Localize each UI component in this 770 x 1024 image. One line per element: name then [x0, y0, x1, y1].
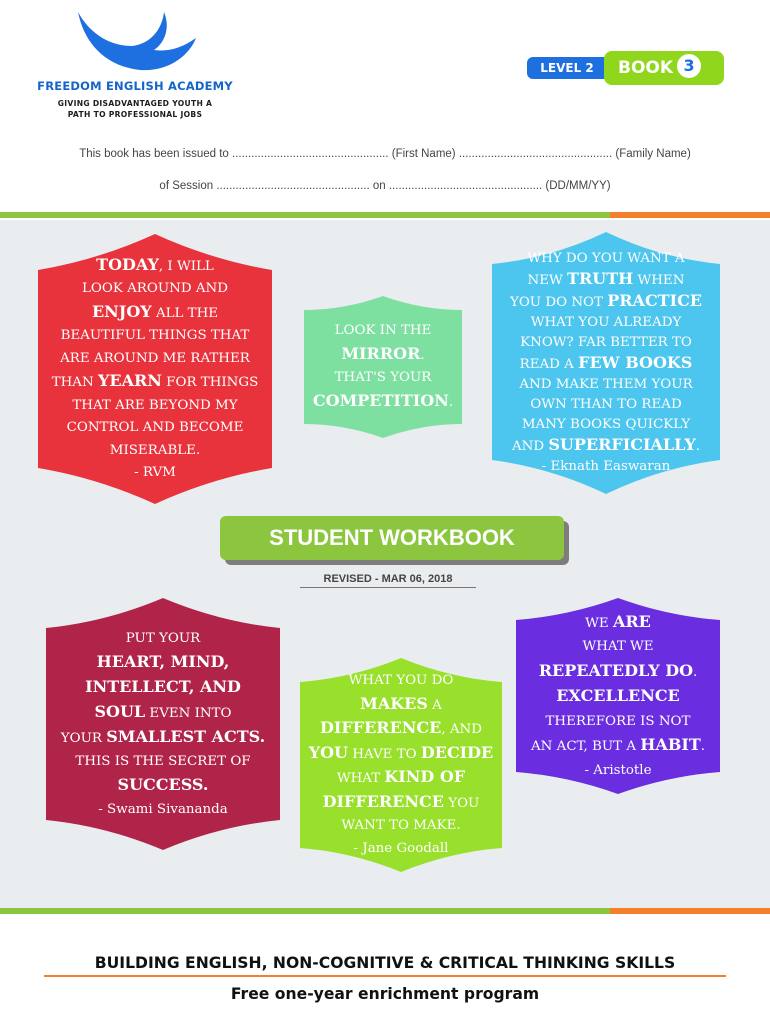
quote-card-mirror	[304, 296, 462, 438]
quote-truth-text: WHY DO YOU WANT A NEW TRUTH WHEN YOU DO NOT PRACTICE WHAT YOU ALREADY KNOW? FAR BETTER TO READ A FEW BOOKS AND MAKE THEM YOUR OWN THAN TO READ MANY BOOKS QUICKLY AND SUPERFICIALLY. - Eknath Easwaran	[510, 249, 702, 477]
book-badge	[604, 51, 724, 85]
footer-program-subtitle: Free one-year enrichment program	[230, 985, 540, 1003]
level-badge: LEVEL 2	[527, 57, 607, 79]
tagline-line-2: PATH TO PROFESSIONAL JOBS	[67, 110, 203, 119]
issued-to-line: This book has been issued to ................................................. (First Name) ................................................ (Family Name)	[79, 148, 691, 160]
tagline-line-1: GIVING DISADVANTAGED YOUTH A	[57, 99, 213, 108]
footer-skills-heading: BUILDING ENGLISH, NON-COGNITIVE & CRITICAL THINKING SKILLS	[94, 954, 676, 972]
academy-logo-bird-icon	[70, 8, 200, 78]
quote-card-habit	[516, 598, 720, 794]
quote-heart-author: - Swami Sivananda	[98, 802, 228, 817]
quote-difference-text: WHAT YOU DO MAKES A DIFFERENCE, AND YOU HAVE TO DECIDE WHAT KIND OF DIFFERENCE YOU WANT TO MAKE. - Jane Goodall	[309, 670, 493, 860]
quote-difference-author: - Jane Goodall	[353, 840, 449, 856]
student-workbook-title: STUDENT WORKBOOK	[220, 516, 564, 560]
quote-today-text: TODAY, I WILL LOOK AROUND AND ENJOY ALL THE BEAUTIFUL THINGS THAT ARE AROUND ME RATHER THAN YEARN FOR THINGS THAT ARE BEYOND MY CONTROL AND BECOME MISERABLE. - RVM	[52, 254, 259, 485]
quote-today-author: - RVM	[134, 465, 176, 480]
session-line: of Session ................................................ on ................................................ (DD/MM/YY)	[159, 180, 611, 192]
revised-date: REVISED - MAR 06, 2018	[300, 573, 476, 588]
top-stripe-orange-segment	[610, 212, 770, 218]
quote-card-today	[38, 234, 272, 504]
quote-mirror-text: LOOK IN THE MIRROR. THAT'S YOUR COMPETITION.	[312, 323, 454, 410]
book-label: BOOK	[618, 58, 674, 78]
bottom-divider-stripe	[0, 908, 770, 914]
book-number: 3	[677, 54, 701, 78]
quote-habit-author: - Aristotle	[584, 762, 652, 778]
academy-name: FREEDOM ENGLISH ACADEMY	[37, 79, 233, 93]
academy-tagline	[30, 98, 240, 120]
quote-heart-text: PUT YOUR HEART, MIND, INTELLECT, AND SOUL EVEN INTO YOUR SMALLEST ACTS. THIS IS THE SECRET OF SUCCESS. - Swami Sivananda	[61, 627, 265, 821]
top-divider-stripe	[0, 212, 770, 218]
quote-truth-author: - Eknath Easwaran	[541, 459, 671, 474]
bottom-stripe-orange-segment	[610, 908, 770, 914]
quote-card-difference	[300, 658, 502, 872]
quote-card-heart	[46, 598, 280, 850]
quote-habit-text: WE ARE WHAT WE REPEATEDLY DO. EXCELLENCE THEREFORE IS NOT AN ACT, BUT A HABIT. - Aristotle	[531, 610, 705, 783]
quote-card-truth	[492, 232, 720, 494]
footer-underline	[44, 975, 726, 977]
